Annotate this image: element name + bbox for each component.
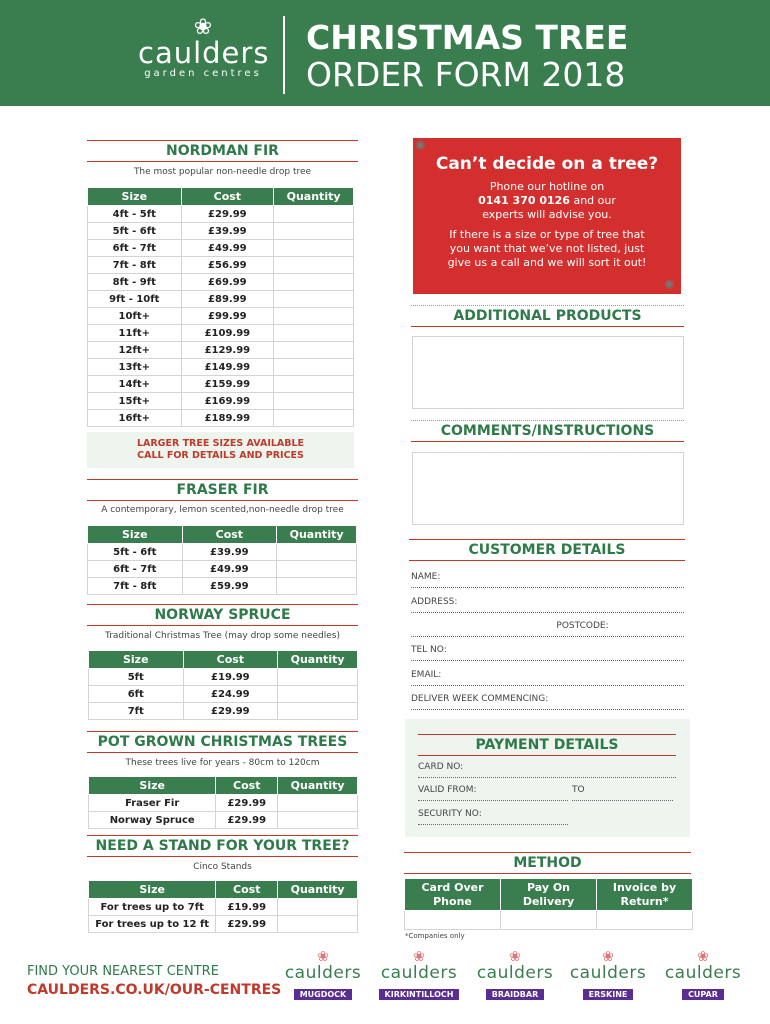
size-cell: 12ft+ — [88, 342, 182, 359]
card-number-field[interactable]: CARD NO: — [418, 760, 676, 778]
table-row — [88, 308, 354, 325]
store-brand: caulders — [664, 963, 742, 983]
cost-cell: £69.99 — [181, 274, 274, 291]
method-checkbox[interactable] — [501, 911, 597, 930]
table-row — [89, 812, 358, 829]
table-row — [88, 376, 354, 393]
size-cell: 6ft - 7ft — [88, 561, 183, 578]
cost-cell: £29.99 — [216, 795, 278, 812]
table-row — [88, 206, 354, 223]
store-braidbar[interactable] — [473, 950, 557, 1001]
flower-icon: ❀ — [697, 949, 709, 965]
store-name: BRAIDBAR — [486, 989, 545, 1000]
table-row — [88, 544, 357, 561]
size-cell: 5ft - 6ft — [88, 223, 182, 240]
norway-title: NORWAY SPRUCE — [87, 604, 358, 626]
hotline-line1: Phone our hotline on — [489, 180, 605, 193]
cost-cell: £159.99 — [181, 376, 274, 393]
quantity-input[interactable] — [278, 669, 358, 686]
table-row — [88, 410, 354, 427]
col-quantity: Quantity — [278, 777, 358, 795]
size-cell: Norway Spruce — [89, 812, 216, 829]
logo-subtitle: garden centres — [144, 68, 262, 79]
cost-cell: £39.99 — [181, 223, 274, 240]
col-size: Size — [89, 651, 184, 669]
size-cell: 7ft - 8ft — [88, 257, 182, 274]
size-cell: 10ft+ — [88, 308, 182, 325]
table-row — [89, 686, 358, 703]
quantity-input[interactable] — [274, 342, 354, 359]
hotline-para-b: you want that we’ve not listed, just — [449, 242, 645, 255]
pot-subtitle: These trees live for years - 80cm to 120cm — [125, 758, 320, 768]
col-cost: Cost — [183, 651, 278, 669]
hotline-line3: experts will advise you. — [482, 208, 612, 221]
quantity-input[interactable] — [274, 206, 354, 223]
method-title: METHOD — [404, 852, 691, 874]
method-label: Card Over — [421, 880, 484, 894]
cost-cell: £59.99 — [182, 578, 277, 595]
col-cost: Cost — [182, 526, 277, 544]
fraser-price-table — [87, 525, 357, 595]
cost-cell: £24.99 — [183, 686, 278, 703]
address-field[interactable]: ADDRESS: — [411, 595, 684, 613]
name-field[interactable]: NAME: — [411, 570, 684, 588]
find-centre-text: FIND YOUR NEAREST CENTRE — [27, 964, 219, 979]
companies-note: *Companies only — [405, 932, 465, 940]
header-divider — [283, 16, 285, 94]
quantity-input[interactable] — [274, 393, 354, 410]
payment-method-table — [404, 878, 693, 930]
quantity-input[interactable] — [278, 686, 358, 703]
nordman-subtitle: The most popular non-needle drop tree — [133, 167, 312, 177]
store-brand: caulders — [476, 963, 554, 983]
quantity-input[interactable] — [274, 240, 354, 257]
store-brand: caulders — [284, 963, 362, 983]
col-quantity: Quantity — [277, 526, 357, 544]
store-name: CUPAR — [682, 989, 724, 1000]
tel-field[interactable]: TEL NO: — [411, 643, 684, 661]
store-erskine[interactable] — [566, 950, 650, 1001]
table-row — [88, 578, 357, 595]
store-brand: caulders — [569, 963, 647, 983]
norway-subtitle: Traditional Christmas Tree (may drop some needles) — [105, 631, 340, 641]
col-quantity: Quantity — [278, 881, 358, 899]
col-size: Size — [88, 526, 183, 544]
table-row — [88, 223, 354, 240]
size-cell: 6ft — [89, 686, 184, 703]
flower-icon: ❀ — [509, 949, 521, 965]
email-field[interactable]: EMAIL: — [411, 668, 684, 686]
size-cell: Fraser Fir — [89, 795, 216, 812]
larger-line1: LARGER TREE SIZES AVAILABLE — [136, 438, 305, 449]
quantity-input[interactable] — [277, 578, 357, 595]
cost-cell: £29.99 — [216, 916, 278, 933]
postcode-field[interactable]: POSTCODE: — [411, 619, 684, 637]
flower-icon: ❀ — [317, 949, 329, 965]
size-cell: 13ft+ — [88, 359, 182, 376]
quantity-input[interactable] — [274, 257, 354, 274]
size-cell: 5ft — [89, 669, 184, 686]
col-size: Size — [89, 881, 216, 899]
quantity-input[interactable] — [274, 410, 354, 427]
col-cost: Cost — [216, 777, 278, 795]
method-checkbox[interactable] — [597, 911, 693, 930]
page-title-line2: ORDER FORM 2018 — [306, 55, 626, 94]
cost-cell: £29.99 — [183, 703, 278, 720]
valid-to-field[interactable]: TO — [572, 783, 673, 801]
payment-title: PAYMENT DETAILS — [418, 734, 676, 756]
cost-cell: £56.99 — [181, 257, 274, 274]
flower-icon: ❀ — [413, 949, 425, 965]
method-label: Pay On — [526, 880, 571, 894]
store-kirkintilloch[interactable] — [377, 950, 461, 1001]
method-invoice-by-return[interactable] — [597, 879, 693, 911]
size-cell: For trees up to 12 ft — [89, 916, 216, 933]
method-card-over-phone[interactable] — [405, 879, 501, 911]
store-name: KIRKINTILLOCH — [379, 989, 460, 1000]
col-cost: Cost — [216, 881, 278, 899]
comments-title: COMMENTS/INSTRUCTIONS — [411, 420, 684, 442]
col-size: Size — [89, 777, 216, 795]
size-cell: 11ft+ — [88, 325, 182, 342]
method-pay-on-delivery[interactable] — [501, 879, 597, 911]
page-title-line1: CHRISTMAS TREE — [306, 18, 629, 57]
hotline-para-c: give us a call and we will sort it out! — [447, 256, 647, 269]
table-row — [88, 561, 357, 578]
table-row — [89, 899, 358, 916]
table-row — [89, 703, 358, 720]
cost-cell: £149.99 — [181, 359, 274, 376]
size-cell: 9ft - 10ft — [88, 291, 182, 308]
cost-cell: £169.99 — [181, 393, 274, 410]
flower-icon: ✺ — [664, 278, 675, 293]
table-row — [88, 359, 354, 376]
cost-cell: £129.99 — [181, 342, 274, 359]
fraser-subtitle: A contemporary, lemon scented,non-needle drop tree — [101, 505, 344, 515]
additional-title: ADDITIONAL PRODUCTS — [411, 305, 684, 327]
method-label: Return* — [620, 894, 669, 908]
stand-price-table — [88, 880, 358, 933]
store-brand: caulders — [380, 963, 458, 983]
method-label: Phone — [433, 894, 472, 908]
flower-icon: ✺ — [415, 139, 426, 154]
size-cell: 16ft+ — [88, 410, 182, 427]
flower-icon: ❀ — [602, 949, 614, 965]
quantity-input[interactable] — [278, 899, 358, 916]
store-name: ERSKINE — [583, 989, 634, 1000]
valid-from-field[interactable]: VALID FROM: — [418, 783, 568, 801]
cost-cell: £39.99 — [182, 544, 277, 561]
table-row — [88, 291, 354, 308]
quantity-input[interactable] — [274, 359, 354, 376]
hotline-extra — [413, 228, 681, 270]
table-row — [88, 257, 354, 274]
quantity-input[interactable] — [277, 544, 357, 561]
quantity-input[interactable] — [277, 561, 357, 578]
quantity-input[interactable] — [278, 795, 358, 812]
table-row — [89, 916, 358, 933]
caulders-logo — [138, 15, 270, 79]
additional-products-field[interactable] — [412, 336, 684, 409]
size-cell: 5ft - 6ft — [88, 544, 183, 561]
table-row — [88, 393, 354, 410]
table-row — [88, 325, 354, 342]
table-row — [88, 240, 354, 257]
nordman-title: NORDMAN FIR — [87, 140, 358, 162]
size-cell: For trees up to 7ft — [89, 899, 216, 916]
col-quantity: Quantity — [278, 651, 358, 669]
quantity-input[interactable] — [274, 291, 354, 308]
size-cell: 7ft — [89, 703, 184, 720]
stand-title: NEED A STAND FOR YOUR TREE? — [87, 835, 358, 857]
flower-icon: ❀ — [193, 15, 213, 40]
quantity-input[interactable] — [278, 812, 358, 829]
size-cell: 4ft - 5ft — [88, 206, 182, 223]
cost-cell: £19.99 — [183, 669, 278, 686]
method-checkbox[interactable] — [405, 911, 501, 930]
table-row — [89, 795, 358, 812]
table-row — [88, 274, 354, 291]
method-label: Invoice by — [612, 880, 677, 894]
quantity-input[interactable] — [274, 223, 354, 240]
table-row — [88, 342, 354, 359]
store-cupar[interactable] — [661, 950, 745, 1001]
store-name: MUGDOCK — [294, 989, 353, 1000]
customer-title: CUSTOMER DETAILS — [409, 539, 685, 561]
hotline-line2: and our — [569, 194, 616, 207]
norway-price-table — [88, 650, 358, 720]
fraser-title: FRASER FIR — [87, 479, 358, 501]
security-number-field[interactable]: SECURITY NO: — [418, 807, 568, 825]
pot-title: POT GROWN CHRISTMAS TREES — [87, 731, 358, 753]
hotline-para-a: If there is a size or type of tree that — [449, 228, 645, 241]
quantity-input[interactable] — [278, 916, 358, 933]
cost-cell: £19.99 — [216, 899, 278, 916]
cost-cell: £49.99 — [181, 240, 274, 257]
quantity-input[interactable] — [274, 376, 354, 393]
cost-cell: £29.99 — [216, 812, 278, 829]
comments-field[interactable] — [412, 452, 684, 525]
nordman-price-table — [87, 187, 354, 427]
col-quantity: Quantity — [274, 188, 354, 206]
hotline-phone[interactable]: 0141 370 0126 — [478, 194, 570, 207]
cost-cell: £89.99 — [181, 291, 274, 308]
hotline-heading: Can’t decide on a tree? — [435, 154, 659, 174]
header-banner — [0, 0, 770, 106]
size-cell: 6ft - 7ft — [88, 240, 182, 257]
larger-line2: CALL FOR DETAILS AND PRICES — [137, 450, 304, 461]
store-mugdock[interactable] — [281, 950, 365, 1001]
method-label: Delivery — [522, 894, 575, 908]
quantity-input[interactable] — [274, 274, 354, 291]
stand-subtitle: Cinco Stands — [193, 862, 252, 872]
size-cell: 15ft+ — [88, 393, 182, 410]
quantity-input[interactable] — [274, 325, 354, 342]
centres-link[interactable]: CAULDERS.CO.UK/OUR-CENTRES — [27, 982, 282, 998]
quantity-input[interactable] — [274, 308, 354, 325]
table-row — [89, 669, 358, 686]
larger-sizes-notice — [87, 432, 354, 468]
cost-cell: £109.99 — [181, 325, 274, 342]
size-cell: 14ft+ — [88, 376, 182, 393]
logo-name: caulders — [138, 36, 270, 70]
quantity-input[interactable] — [278, 703, 358, 720]
hotline-text — [413, 180, 681, 222]
hotline-callout — [413, 138, 681, 294]
col-cost: Cost — [181, 188, 274, 206]
deliver-week-field[interactable]: DELIVER WEEK COMMENCING: — [411, 692, 684, 710]
cost-cell: £29.99 — [181, 206, 274, 223]
cost-cell: £189.99 — [181, 410, 274, 427]
cost-cell: £49.99 — [182, 561, 277, 578]
pot-price-table — [88, 776, 358, 829]
size-cell: 7ft - 8ft — [88, 578, 183, 595]
size-cell: 8ft - 9ft — [88, 274, 182, 291]
cost-cell: £99.99 — [181, 308, 274, 325]
col-size: Size — [88, 188, 182, 206]
